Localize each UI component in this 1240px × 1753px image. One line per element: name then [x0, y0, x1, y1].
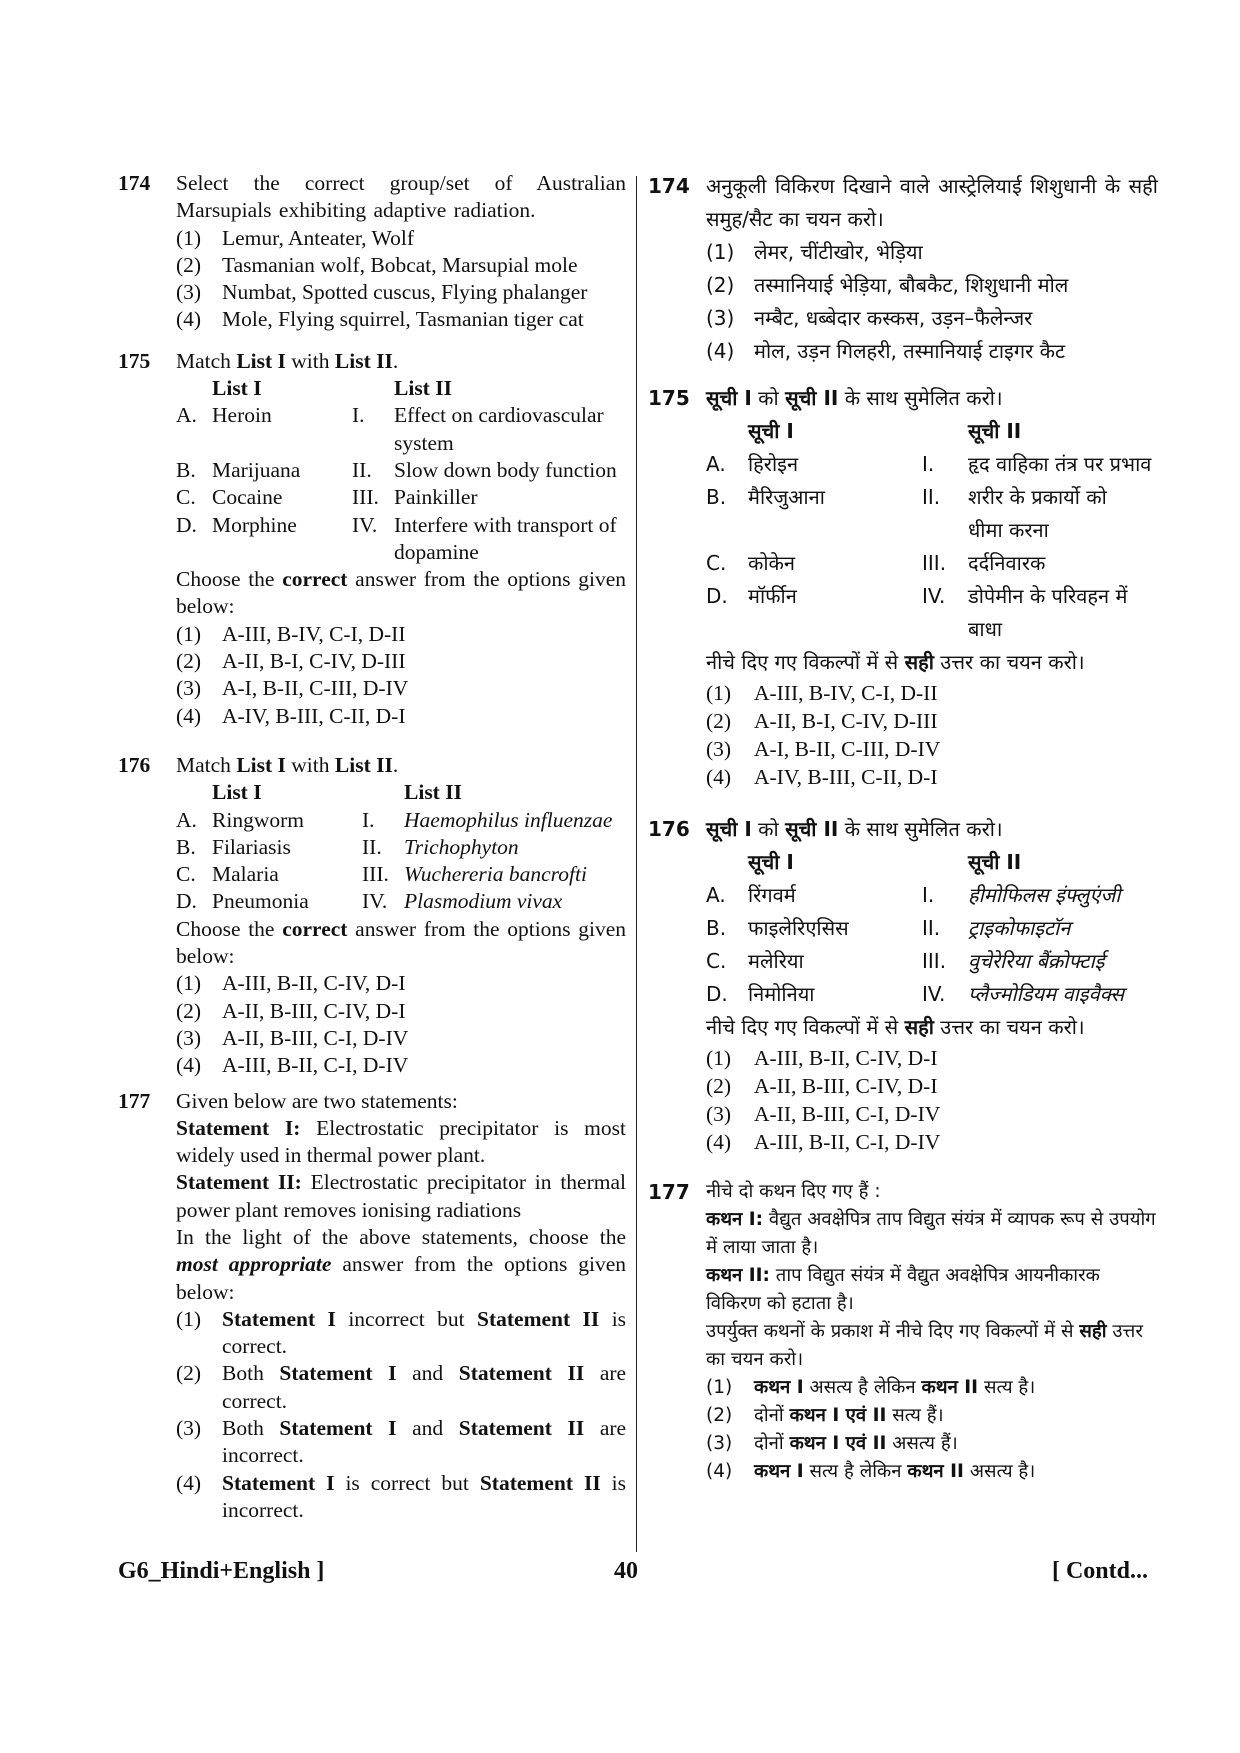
option-1: (1) A-III, B-IV, C-I, D-II	[176, 621, 406, 646]
question-number: 177	[648, 1180, 690, 1204]
list-row-c: C. Malaria III. Wuchereria bancrofti	[176, 862, 587, 887]
question-number: 176	[648, 817, 690, 841]
list-row-a: A. Ringworm I. Haemophilus influenzae	[176, 807, 613, 832]
option-2: (2) Tasmanian wolf, Bobcat, Marsupial mole	[176, 252, 578, 277]
list-row-c: C. Cocaine III. Painkiller	[176, 485, 478, 510]
question-175-hi	[648, 382, 1158, 791]
choose-instruction: In the light of the above statements, choose the most appropriate answer from the options given below:	[176, 1224, 627, 1304]
question-number: 175	[118, 348, 151, 373]
list-row-a: A. Heroin I. Effect on cardiovascular system	[176, 403, 604, 455]
option-3: (3) Both Statement I and Statement II are incorrect.	[176, 1416, 627, 1468]
option-4: (4) कथन I सत्य है लेकिन कथन II असत्य है।	[706, 1461, 1036, 1482]
option-4: (4) A-IV, B-III, C-II, D-I	[706, 765, 938, 789]
question-stem: Match List I with List II.	[176, 752, 399, 777]
option-3: (3) Numbat, Spotted cuscus, Flying phalanger	[176, 280, 588, 305]
option-3: (3) A-I, B-II, C-III, D-IV	[176, 676, 409, 701]
question-177-hi	[648, 1178, 1158, 1486]
question-stem: सूची I को सूची II के साथ सुमेलित करो।	[706, 817, 1003, 841]
list-header: List I List II	[212, 376, 452, 401]
option-1: (1) Statement I incorrect but Statement II is correct.	[176, 1306, 627, 1359]
list-row-b: B. Filariasis II. Trichophyton	[176, 834, 519, 859]
option-2: (2) A-II, B-I, C-IV, D-III	[176, 649, 406, 674]
list-row-c: C. कोकेन III. दर्दनिवारक	[706, 551, 1046, 575]
choose-instruction: Choose the correct answer from the options given below:	[176, 916, 627, 969]
question-stem: अनुकूली विकिरण दिखाने वाले आस्ट्रेलियाई शिशुधानी के सही समुह/सैट का चयन करो।	[706, 174, 1158, 231]
question-175-en	[118, 348, 626, 730]
list-row-b: B. Marijuana II. Slow down body function	[176, 457, 617, 482]
list-row-d: D. मॉर्फीन IV. डोपेमीन के परिवहन में बाधा	[706, 584, 1128, 641]
list-row-d: D. Pneumonia IV. Plasmodium vivax	[176, 889, 563, 914]
question-177-en	[118, 1088, 626, 1525]
question-stem: Select the correct group/set of Australian Marsupials exhibiting adaptive radiation.	[176, 171, 626, 223]
option-1: (1) A-III, B-II, C-IV, D-I	[706, 1046, 938, 1070]
option-2: (2) A-II, B-III, C-IV, D-I	[706, 1074, 938, 1098]
english-column	[118, 170, 626, 1524]
list-row-d: D. निमोनिया IV. प्लैज्मोडियम वाइवैक्स	[706, 982, 1124, 1006]
option-3: (3) A-II, B-III, C-I, D-IV	[706, 1102, 941, 1126]
option-2: (2) दोनों कथन I एवं II सत्य हैं।	[706, 1405, 944, 1426]
choose-instruction: नीचे दिए गए विकल्पों में से सही उत्तर का चयन करो।	[706, 650, 1085, 674]
choose-instruction: Choose the correct answer from the options given below:	[176, 567, 627, 619]
statement-1: कथन I: वैद्युत अवक्षेपित्र ताप विद्युत संयंत्र में व्यापक रूप से उपयोग में लाया जाता है।	[706, 1209, 1156, 1258]
option-1: (1) लेमर, चींटीखोर, भेड़िया	[706, 240, 923, 264]
option-3: (3) A-II, B-III, C-I, D-IV	[176, 1025, 409, 1050]
choose-instruction: नीचे दिए गए विकल्पों में से सही उत्तर का चयन करो।	[706, 1015, 1085, 1039]
list-row-b: B. फाइलेरिएसिस II. ट्राइकोफाइटॉन	[706, 916, 1071, 940]
option-1: (1) A-III, B-II, C-IV, D-I	[176, 971, 406, 996]
question-intro: नीचे दो कथन दिए गए हैं :	[706, 1181, 881, 1202]
option-2: (2) A-II, B-I, C-IV, D-III	[706, 709, 938, 733]
list-row-a: A. हिरोइन I. हृद वाहिका तंत्र पर प्रभाव	[706, 452, 1152, 476]
option-4: (4) Statement I is correct but Statement II is incorrect.	[176, 1470, 626, 1522]
statement-2: कथन II: ताप विद्युत संयंत्र में वैद्युत अवक्षेपित्र आयनीकारक विकिरण को हटाता है।	[706, 1265, 1100, 1314]
question-number: 175	[648, 386, 690, 410]
choose-instruction: उपर्युक्त कथनों के प्रकाश में नीचे दिए गए विकल्पों में से सही उत्तर का चयन करो।	[706, 1321, 1143, 1370]
question-intro: Given below are two statements:	[176, 1088, 458, 1113]
list-row-c: C. मलेरिया III. वुचेरेरिया बैंक्रोफ्टाई	[706, 949, 1105, 973]
option-1: (1) A-III, B-IV, C-I, D-II	[706, 681, 938, 705]
option-2: (2) Both Statement I and Statement II are correct.	[176, 1361, 627, 1413]
option-4: (4) A-III, B-II, C-I, D-IV	[706, 1130, 941, 1154]
paper-code: G6_Hindi+English ]	[118, 1558, 325, 1584]
question-number: 174	[648, 174, 690, 198]
option-4: (4) A-III, B-II, C-I, D-IV	[176, 1053, 409, 1078]
continued-label: [ Contd...	[1051, 1558, 1148, 1584]
page-number: 40	[614, 1558, 638, 1584]
list-header: List I List II	[212, 780, 462, 805]
statement-1: Statement I: Electrostatic precipitator is most widely used in thermal power plant.	[176, 1115, 626, 1168]
question-number: 177	[118, 1088, 151, 1113]
option-3: (3) दोनों कथन I एवं II असत्य हैं।	[706, 1433, 958, 1454]
option-2: (2) A-II, B-III, C-IV, D-I	[176, 998, 406, 1023]
option-4: (4) Mole, Flying squirrel, Tasmanian tiger cat	[176, 307, 584, 332]
question-174-en	[118, 170, 626, 334]
column-divider	[636, 176, 637, 1552]
option-1: (1) Lemur, Anteater, Wolf	[176, 225, 414, 250]
option-4: (4) A-IV, B-III, C-II, D-I	[176, 703, 406, 728]
option-2: (2) तस्मानियाई भेड़िया, बौबकैट, शिशुधानी मोल	[706, 273, 1069, 297]
question-176-hi	[648, 813, 1158, 1156]
option-1: (1) कथन I असत्य है लेकिन कथन II सत्य है।	[706, 1377, 1036, 1398]
list-row-d: D. Morphine IV. Interfere with transport of dopamine	[176, 512, 617, 564]
question-number: 176	[118, 752, 151, 777]
question-number: 174	[118, 171, 151, 195]
question-stem: Match List I with List II.	[176, 348, 399, 373]
question-174-hi	[648, 170, 1158, 368]
list-row-a: A. रिंगवर्म I. हीमोफिलस इंफ्लुएंजी	[706, 883, 1121, 907]
statement-2: Statement II: Electrostatic precipitator in thermal power plant removes ionising radiations	[176, 1170, 626, 1222]
option-3: (3) नम्बैट, धब्बेदार कस्कस, उड़न–फैलेन्जर	[706, 306, 1033, 330]
option-3: (3) A-I, B-II, C-III, D-IV	[706, 737, 941, 761]
list-header: सूची I सूची II	[748, 419, 1022, 443]
list-header: सूची I सूची II	[748, 850, 1022, 874]
question-176-en	[118, 752, 626, 1080]
list-row-b: B. मैरिजुआना II. शरीर के प्रकार्यो को धीमा करना	[706, 485, 1107, 542]
option-4: (4) मोल, उड़न गिलहरी, तस्मानियाई टाइगर कैट	[706, 339, 1066, 363]
question-stem: सूची I को सूची II के साथ सुमेलित करो।	[706, 386, 1003, 410]
hindi-column	[648, 170, 1158, 1486]
